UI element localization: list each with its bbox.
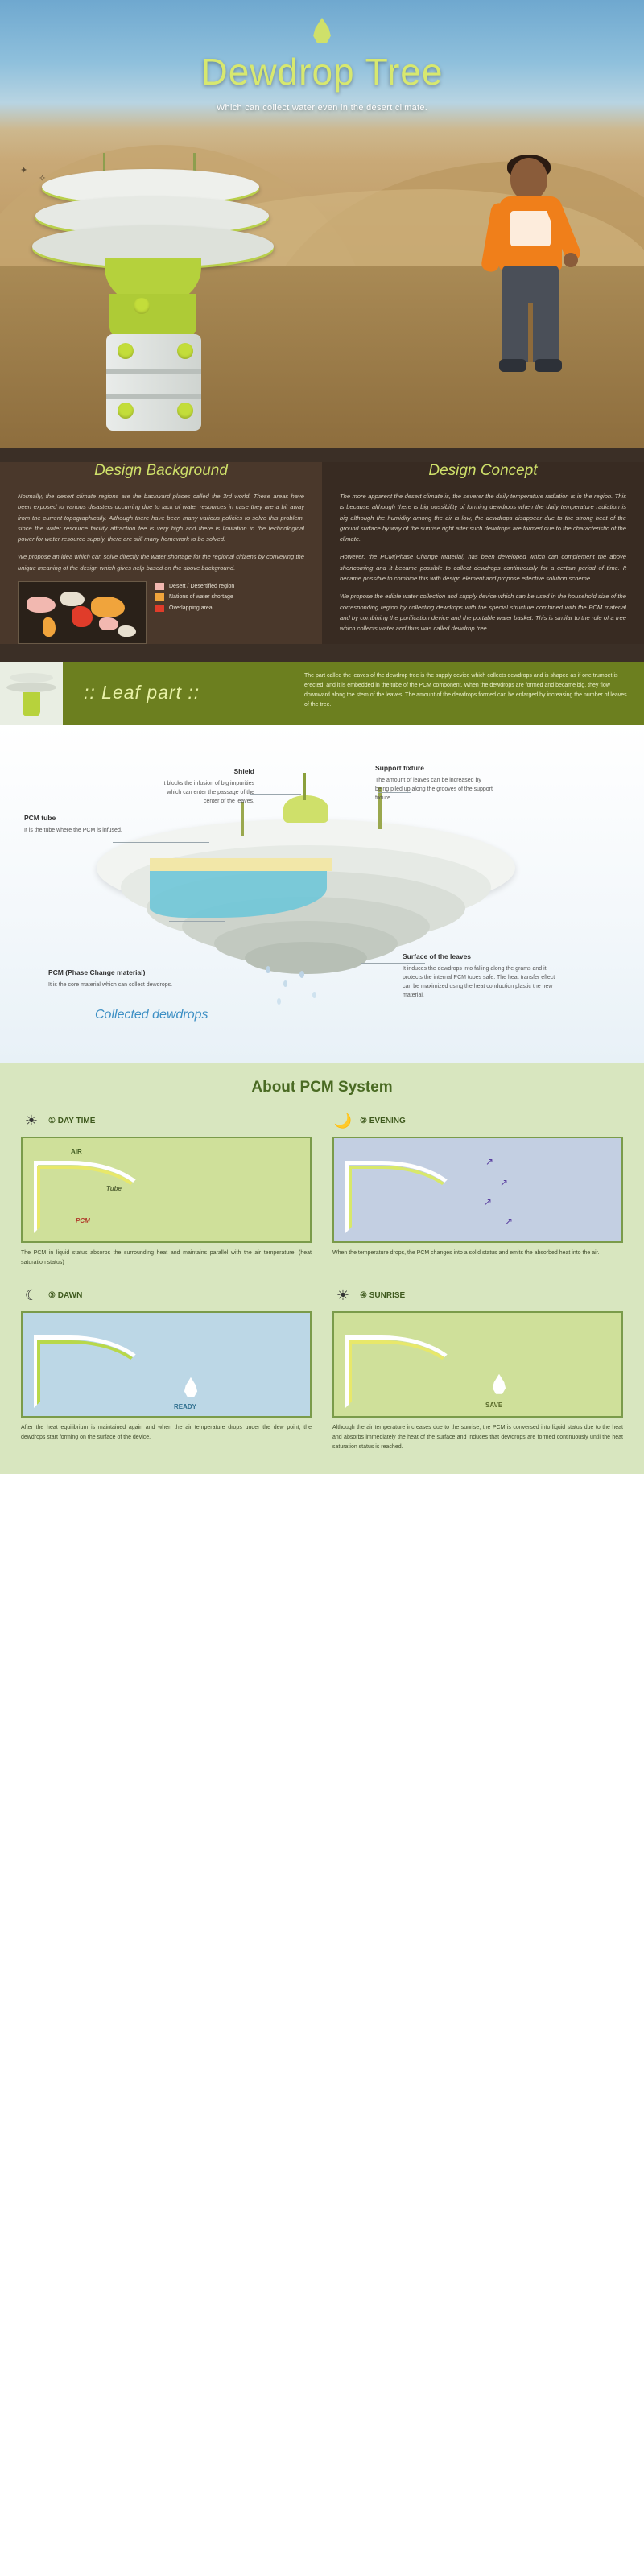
pcm-system-section bbox=[0, 1063, 644, 1474]
map-region bbox=[72, 606, 93, 627]
legend-item bbox=[155, 603, 234, 613]
figure-shoe bbox=[499, 359, 526, 372]
callout-text: The amount of leaves can be increased by being piled up along the grooves of the support fixture. bbox=[375, 777, 493, 801]
pcm-inner-shape bbox=[37, 1166, 150, 1230]
legend-label: Nations of water shortage bbox=[169, 594, 233, 601]
map-region bbox=[43, 617, 56, 637]
callout-pcm-tube bbox=[24, 813, 129, 835]
support-fixture-rod bbox=[242, 802, 244, 836]
callout-title: PCM tube bbox=[24, 813, 56, 822]
page-subtitle: Which can collect water even in the desert climate. bbox=[216, 103, 428, 113]
panel-label-save: SAVE bbox=[485, 1401, 503, 1409]
design-background-paragraph: Normally, the desert climate regions are the backward places called the 3rd world. These areas have been exposed to various disasters occurring due to lack of water resources in case they are a bit away from the current topographically. Although there have been many various policies to solve this problem, since the water resource facility attraction fee is very high and there is limitation in the technological power for water resource supply, there are still many homework to be solved. bbox=[18, 493, 304, 543]
pcm-cell-header bbox=[21, 1111, 312, 1132]
child-photo-figure bbox=[485, 158, 581, 423]
thumbnail-leaf bbox=[10, 673, 53, 683]
pcm-panel-evening bbox=[332, 1137, 623, 1243]
leader-line bbox=[113, 842, 209, 843]
callout-title: PCM (Phase Change material) bbox=[48, 968, 146, 976]
pcm-cell-header bbox=[332, 1111, 623, 1132]
device-band bbox=[106, 394, 201, 399]
dewdrop bbox=[299, 971, 304, 978]
map-region bbox=[27, 597, 56, 613]
support-fixture-rod bbox=[303, 773, 306, 800]
pcm-tube-cutaway bbox=[150, 858, 332, 871]
device-button bbox=[134, 298, 150, 314]
device-button bbox=[177, 402, 193, 419]
bird-icon: ✧ bbox=[39, 174, 47, 184]
leaf-part-description: The part called the leaves of the dewdrop tree is the supply device which collects dewdrops and is shaped as if one trumpet is erected, and it is embedded in the tube of the PCM component. When the dewdrops are formed and became big, they flow downward along the stem of the leaves. The amount of the dewdrops formed can be enlarged by increasing the number of leaves of the tree. bbox=[304, 672, 627, 708]
pcm-grid bbox=[21, 1111, 623, 1451]
design-background-title: Design Background bbox=[94, 462, 228, 479]
pcm-cell-label: ④ SUNRISE bbox=[360, 1291, 406, 1301]
device-neck bbox=[109, 294, 196, 338]
panel-label-ready: READY bbox=[174, 1402, 197, 1410]
map-region bbox=[91, 597, 125, 617]
dewdrop-icon bbox=[492, 1374, 506, 1395]
pcm-inner-shape bbox=[349, 1340, 461, 1405]
legend-items bbox=[155, 581, 234, 613]
heat-arrow-icon: ↗ bbox=[484, 1195, 493, 1208]
callout-title: Support fixture bbox=[375, 763, 424, 772]
callout-support-fixture bbox=[375, 763, 496, 803]
pcm-cell-text: When the temperature drops, the PCM changes into a solid status and emits the absorbed heat into the air. bbox=[332, 1249, 600, 1256]
figure-hand bbox=[564, 253, 578, 267]
pcm-cell-text: Although the air temperature increases due to the sunrise, the PCM is conversed into liquid status due to the heat and absorbs immediately the heat of the surface and induces that dewdrops are formed continuously until the heat saturation status is reached. bbox=[332, 1424, 623, 1450]
legend-item bbox=[155, 581, 234, 592]
leaf-part-title: :: Leaf part :: bbox=[84, 682, 200, 704]
legend-item bbox=[155, 592, 234, 602]
collected-dewdrops-label: Collected dewdrops bbox=[95, 1007, 208, 1022]
pcm-cell-header bbox=[21, 1286, 312, 1307]
design-concept-column bbox=[322, 462, 644, 644]
callout-text: It induces the dewdrops into falling along the grams and it protects the internal PCM tubes safe. The heat transfer effect can be maximized using the heat conduction plastic the new material. bbox=[402, 965, 555, 999]
callout-text: It is the core material which can collect dewdrops. bbox=[48, 981, 173, 988]
hero-header bbox=[0, 0, 644, 113]
dewdrop bbox=[277, 998, 281, 1005]
dewdrop-icon bbox=[184, 1377, 198, 1398]
pcm-inner-shape bbox=[37, 1340, 150, 1405]
pcm-inner-shape bbox=[349, 1166, 461, 1230]
pcm-cell-sunrise bbox=[332, 1286, 623, 1452]
design-concept-paragraph: We propose the edible water collection and supply device which can be used in the household size of the corresponding region by collecting dewdrops with the special structure combined with the PCM material and by combining the purification device and the portable water basket. This is similar to the role of a tree which collects water and thus was called dewdrop tree. bbox=[340, 592, 626, 633]
callout-shield bbox=[158, 766, 254, 806]
dewdrop-tree-device-illustration bbox=[32, 153, 274, 427]
thumbnail-leaf bbox=[6, 683, 56, 692]
callout-pcm-material bbox=[48, 968, 201, 989]
background-concept-section bbox=[0, 448, 644, 662]
pcm-cell-day-time bbox=[21, 1111, 312, 1268]
design-concept-title: Design Concept bbox=[428, 462, 538, 479]
panel-label-air: AIR bbox=[71, 1147, 82, 1155]
leader-line bbox=[250, 794, 301, 795]
heat-arrow-icon: ↗ bbox=[500, 1176, 509, 1188]
heat-arrow-icon: ↗ bbox=[485, 1155, 494, 1167]
shield-element bbox=[283, 795, 328, 823]
legend-label: Desert / Desertified region bbox=[169, 583, 235, 589]
leaf-part-bar bbox=[0, 662, 644, 724]
moon-icon: 🌙 bbox=[333, 1113, 353, 1129]
callout-leaf-surface bbox=[402, 952, 564, 1000]
leaf-part-thumbnail bbox=[0, 662, 63, 724]
callout-text: It blocks the infusion of big impurities which can enter the passage of the center of the leaves. bbox=[162, 780, 254, 804]
callout-text: It is the tube where the PCM is infused. bbox=[24, 827, 122, 833]
pcm-panel-day-time bbox=[21, 1137, 312, 1243]
pcm-section-title: About PCM System bbox=[251, 1078, 393, 1096]
design-background-column bbox=[0, 462, 322, 644]
legend-swatch-desert bbox=[155, 583, 164, 590]
pcm-panel-sunrise bbox=[332, 1311, 623, 1418]
pcm-cell-header bbox=[332, 1286, 623, 1307]
map-region bbox=[99, 617, 118, 630]
callout-title: Shield bbox=[233, 766, 254, 775]
pcm-cell-evening bbox=[332, 1111, 623, 1268]
legend-swatch-overlap bbox=[155, 605, 164, 612]
world-map-thumbnail bbox=[18, 581, 147, 644]
pcm-cell-label: ① DAY TIME bbox=[48, 1117, 96, 1126]
water-drop-icon bbox=[312, 18, 332, 45]
device-button bbox=[118, 402, 134, 419]
pcm-cell-text: After the heat equilibrium is maintained again and when the air temperature drops under the dew point, the dewdrops start forming on the surface of the device. bbox=[21, 1424, 312, 1440]
map-region bbox=[118, 625, 136, 637]
sunrise-icon: ☀ bbox=[336, 1287, 350, 1304]
map-region bbox=[60, 592, 85, 606]
dewdrop bbox=[283, 980, 287, 987]
page-title: Dewdrop Tree bbox=[200, 51, 444, 93]
panel-label-tube: Tube bbox=[106, 1184, 122, 1192]
hero-section bbox=[0, 0, 644, 448]
legend-swatch-water-shortage bbox=[155, 593, 164, 601]
diagram-leaf bbox=[245, 942, 367, 974]
device-button bbox=[177, 343, 193, 359]
device-button bbox=[118, 343, 134, 359]
leader-line bbox=[169, 921, 225, 922]
design-background-paragraph: We propose an idea which can solve directly the water shortage for the regional citizens by conveying the unique meaning of the design which gives help based on the above background. bbox=[18, 553, 304, 572]
figure-leg-gap bbox=[528, 303, 533, 362]
pcm-cell-text: The PCM in liquid status absorbs the surrounding heat and maintains parallel with the air temperature. (heat saturation status) bbox=[21, 1249, 312, 1265]
heat-arrow-icon: ↗ bbox=[505, 1215, 514, 1227]
design-concept-paragraph: However, the PCM(Phase Change Material) has been developed which can complement the above shortcoming and it became possible to collect dewdrops continuously for a certain period of time. It became possible to combine this with design element and propose effective solution scheme. bbox=[340, 553, 626, 582]
legend-label: Overlapping area bbox=[169, 605, 213, 611]
callout-title: Surface of the leaves bbox=[402, 952, 472, 960]
pcm-cell-dawn bbox=[21, 1286, 312, 1452]
dewdrop bbox=[312, 992, 316, 998]
design-concept-paragraph: The more apparent the desert climate is, the severer the daily temperature radiation is in the region. This is because although there is big possibility of forming dewdrops when the daily temperature radiation is big although the humidity among the air is low, the dewdrops disappear due to the strong heat of the ground surface by way of the sunrise right after such dewdrops are formed due to the characteristic of the climate. bbox=[340, 493, 626, 543]
pcm-cell-label: ② EVENING bbox=[360, 1117, 406, 1126]
panel-label-pcm: PCM bbox=[76, 1216, 90, 1224]
bird-icon: ✦ bbox=[20, 166, 28, 175]
pcm-cell-label: ③ DAWN bbox=[48, 1291, 83, 1301]
device-band bbox=[106, 369, 201, 374]
figure-head bbox=[510, 158, 547, 200]
pcm-panel-dawn bbox=[21, 1311, 312, 1418]
figure-shoe bbox=[535, 359, 562, 372]
map-legend bbox=[18, 581, 304, 644]
sun-icon: ☀ bbox=[24, 1113, 39, 1129]
dewdrop bbox=[266, 966, 270, 973]
crescent-icon: ☾ bbox=[24, 1287, 39, 1304]
leaf-cutaway-diagram bbox=[0, 724, 644, 1063]
thumbnail-stem bbox=[23, 692, 40, 716]
